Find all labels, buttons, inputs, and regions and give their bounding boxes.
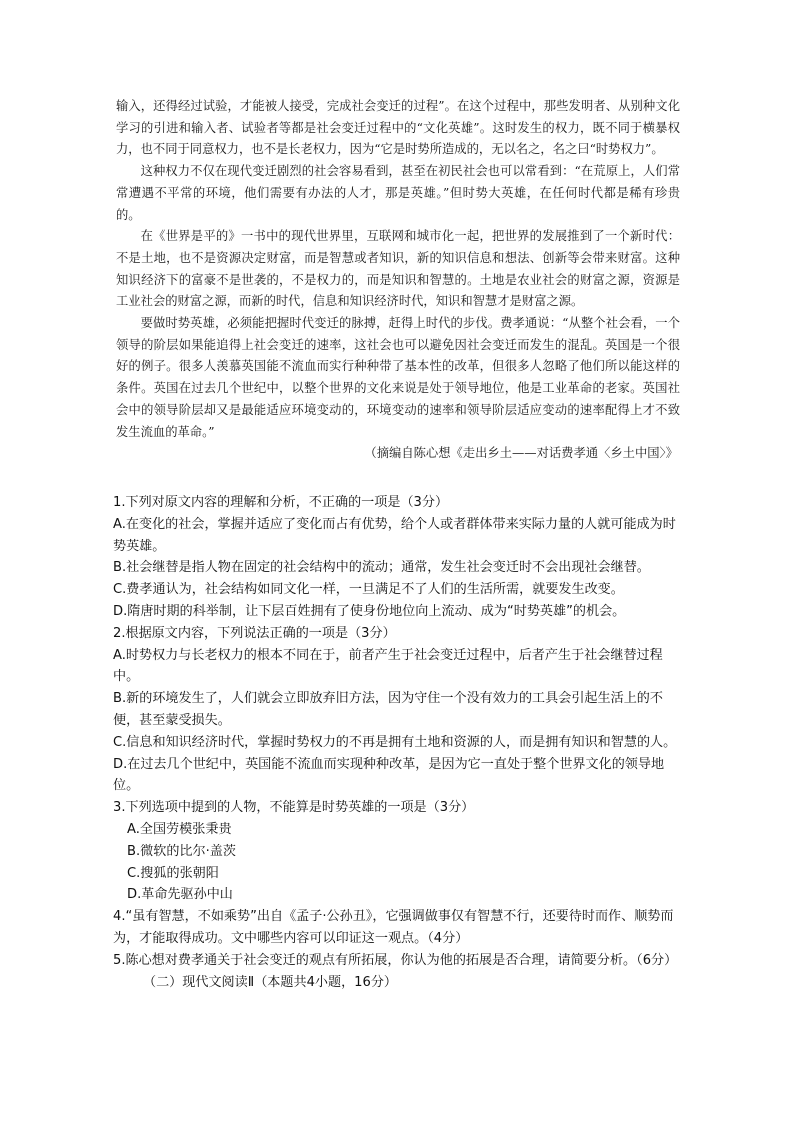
question-2-option-d: D.在过去几个世纪中，英国能不流血而实现种种改革，是因为它一直处于整个世界文化的领导地位。 (113, 756, 665, 794)
question-2-option-c: C.信息和知识经济时代，掌握时势权力的不再是拥有土地和资源的人，而是拥有知识和智慧的人。 (113, 734, 677, 750)
question-list (113, 492, 683, 993)
passage-source: （摘编自陈心想《走出乡土——对话费孝通〈乡土中国〉》 (364, 446, 678, 461)
question-2-option-b: B.新的环境发生了，人们就会立即放弃旧方法，因为守住一个没有效力的工具会引起生活上的不便，甚至蒙受损失。 (113, 691, 663, 728)
question-3-option-a: A.全国劳模张秉贵 (127, 821, 232, 837)
question-1-option-c: C.费孝通认为，社会结构如同文化一样，一旦满足不了人们的生活所需，就要发生改变。 (113, 582, 624, 598)
question-3-option-d: D.革命先驱孙中山 (127, 887, 233, 903)
question-1-stem: 1.下列对原文内容的理解和分析，不正确的一项是（3分） (113, 495, 449, 510)
question-3-stem: 3.下列选项中提到的人物，不能算是时势英雄的一项是（3分） (113, 800, 475, 816)
section-heading: （二）现代文阅读Ⅱ（本题共4小题，16分） (143, 974, 398, 990)
passage-paragraph-2: 这种权力不仅在现代变迁剧烈的社会容易看到，甚至在初民社会也可以常看到：“在荒原上，人们常常遭遇不平常的环境，他们需要有办法的人才，那是英雄。”但时势大英雄，在任何时代都是稀有珍贵的。 (116, 164, 680, 222)
question-2-option-a: A.时势权力与长老权力的根本不同在于，前者产生于社会变迁过程中，后者产生于社会继替过程中。 (113, 647, 663, 685)
question-1-option-a: A.在变化的社会，掌握并适应了变化而占有优势，给个人或者群体带来实际力量的人就可能成为时势英雄。 (113, 516, 676, 554)
question-1-option-d: D.隋唐时期的科举制，让下层百姓拥有了使身份地位向上流动、成为“时势英雄”的机会。 (113, 603, 626, 619)
passage-paragraph-4: 要做时势英雄，必须能把握时代变迁的脉搏，赶得上时代的步伐。费孝通说：“从整个社会看，一个领导的阶层如果能追得上社会变迁的速率，这社会也可以避免因社会变迁而发生的混乱。英国是一个很好的例子。很多人羡慕英国能不流血而实行种种带了基本性的改革，但很多人忽略了他们所以能这样的条件。英国在过去几个世纪中，以整个世界的文化来说是处于领导地位，他是工业革命的老家。英国社会中的领导阶层却又是最能适应环境变动的，环境变动的速率和领导阶层适应变动的速率配得上才不致发生流血的革命。” (116, 316, 680, 439)
question-1-option-b: B.社会继替是指人物在固定的社会结构中的流动；通常，发生社会变迁时不会出现社会继替。 (113, 560, 650, 576)
question-2-stem: 2.根据原文内容，下列说法正确的一项是（3分） (113, 625, 396, 641)
question-3-option-c: C.搜狐的张朝阳 (127, 865, 219, 881)
passage-paragraph-3: 在《世界是平的》一书中的现代世界里，互联网和城市化一起，把世界的发展推到了一个新时代：不是土地，也不是资源决定财富，而是智慧或者知识，新的知识信息和想法、创新等会带来财富。这种知识经济下的富豪不是世袭的，不是权力的，而是知识和智慧的。土地是农业社会的财富之源，资源是工业社会的财富之源，而新的时代，信息和知识经济时代，知识和智慧才是财富之源。 (116, 229, 680, 309)
question-3-option-b: B.微软的比尔·盖茨 (127, 843, 236, 859)
passage-paragraph-1: 输入，还得经过试验，才能被人接受，完成社会变迁的过程”。在这个过程中，那些发明者、从别种文化学习的引进和输入者、试验者等都是社会变迁过程中的“文化英雄”。这时发生的权力，既不同于横暴权力，也不同于同意权力，也不是长老权力，因为“它是时势所造成的，无以名之，名之曰“时势权力”。 (116, 99, 680, 157)
question-4-stem: 4.“虽有智慧，不如乘势”出自《孟子·公孙丑》，它强调做事仅有智慧不行，还要待时而作、顺势而为，才能取得成功。文中哪些内容可以印证这一观点。（4分） (113, 909, 674, 946)
reading-passage (116, 96, 680, 465)
question-5-stem: 5.陈心想对费孝通关于社会变迁的观点有所拓展，你认为他的拓展是否合理，请简要分析。（6分） (113, 952, 678, 968)
